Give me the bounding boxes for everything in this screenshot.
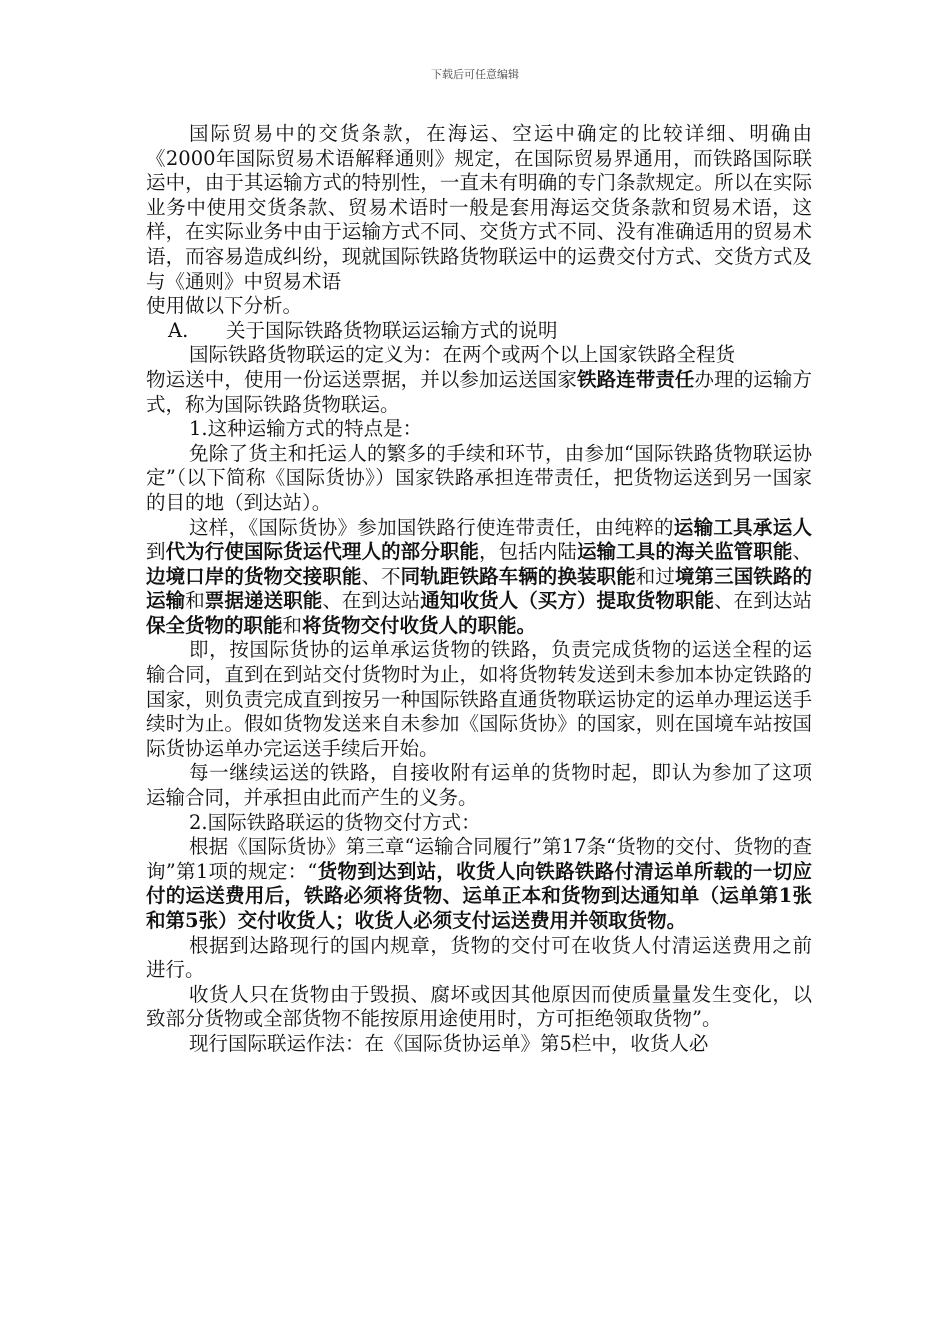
- page-header: 下载后可任意编辑: [431, 68, 519, 81]
- bold-text: 运输工具承运人: [673, 515, 812, 539]
- text-run: 每一继续运送的铁路，自接收附有运单的货物时起，即认为参加了这项运输合同，并承担由此而产生的义务。: [146, 761, 812, 810]
- paragraph: [146, 368, 812, 417]
- paragraph: [146, 122, 812, 294]
- text-run: 和: [185, 589, 205, 613]
- paragraph: [146, 516, 812, 639]
- bold-text: 同轨距铁路车辆的换装职能: [400, 564, 636, 588]
- document-body: [146, 122, 812, 1057]
- bold-text: 境第三国铁路的运输: [146, 564, 812, 613]
- text-run: 、在到达站: [714, 589, 812, 613]
- section-number: A.: [168, 318, 189, 342]
- bold-text: 运输工具的海关监管职能: [576, 540, 793, 564]
- bold-text: 货物到达到站，收货人向铁路铁路付清运单所载的一切应付的运送费用后，铁路必须将货物、运单正本和货物到达通知单（运单第1张和第5张）交付收货人；收货人必须支付运送费用并领取货物。: [146, 859, 812, 932]
- paragraph: [146, 343, 812, 368]
- text-run: 办理的运输方式，称为国际铁路货物联运。: [146, 367, 812, 416]
- paragraph: [146, 934, 812, 983]
- paragraph: [146, 1032, 812, 1057]
- paragraph: [146, 983, 812, 1032]
- text-run: 、在到达站: [322, 589, 421, 613]
- paragraph: [146, 761, 812, 810]
- text-run: 国际贸易中的交货条款，在海运、空运中确定的比较详细、明确由《2000年国际贸易术语解释通则》规定，在国际贸易界通用，而铁路国际联运中，由于其运输方式的特别性，一直未有明确的专门条款规定。所以在实际业务中使用交货条款、贸易术语时一般是套用海运交货条款和贸易术语，这样，在实际业务中由于运输方式不同、交货方式不同、没有准确适用的贸易术语，而容易造成纠纷，现就国际铁路货物联运中的运费交付方式、交货方式及与《通则》中贸易术语: [146, 122, 812, 293]
- text-run: ，包括内陆: [479, 540, 577, 564]
- text-run: 、不: [361, 564, 401, 588]
- paragraph: [146, 442, 812, 516]
- text-run: 物运送中，使用一份运送票据，并以参加运送国家: [146, 367, 577, 391]
- text-run: 收货人只在货物由于毁损、腐坏或因其他原因而使质量量发生变化，以致部分货物或全部货物不能按原用途使用时，方可拒绝领取货物”。: [146, 982, 812, 1031]
- paragraph: [146, 638, 812, 761]
- bold-text: 将货物交付收货人的职能。: [302, 613, 537, 637]
- paragraph: [146, 835, 812, 933]
- text-run: 1.这种运输方式的特点是：: [189, 417, 423, 441]
- text-run: 2.国际铁路联运的货物交付方式：: [189, 810, 481, 834]
- text-run: 这样，《国际货协》参加国铁路行使连带责任，由纯粹的: [189, 515, 674, 539]
- text-run: 和: [282, 613, 303, 637]
- text-run: 即，按国际货协的运单承运货物的铁路，负责完成货物的运送全程的运输合同，直到在到站交付货物时为止，如将货物转发送到未参加本协定铁路的国家，则负责完成直到按另一种国际铁路直通货物联运协定的运单办理运送手续时为止。假如货物发送来自未参加《国际货协》的国家，则在国境车站按国际货协运单办完运送手续后开始。: [146, 638, 812, 760]
- bold-text: 保全货物的职能: [146, 613, 283, 637]
- text-run: 国际铁路货物联运的定义为：在两个或两个以上国家铁路全程货: [189, 343, 736, 367]
- text-run: 关于国际铁路货物联运运输方式的说明: [226, 318, 558, 342]
- bold-text: 边境口岸的货物交接职能: [146, 564, 362, 588]
- text-run: 根据到达路现行的国内规章，货物的交付可在收货人付清运送费用之前进行。: [146, 933, 812, 982]
- text-run: 、: [792, 540, 812, 564]
- bold-text: 铁路连带责任: [576, 367, 695, 391]
- bold-text: 票据递送职能: [204, 589, 323, 613]
- bold-text: 通知收货人（买方）提取货物职能: [420, 589, 715, 613]
- paragraph: [146, 417, 812, 442]
- text-run: 使用做以下分析。: [146, 294, 303, 318]
- text-run: 到: [146, 540, 166, 564]
- text-run: 和过: [635, 564, 675, 588]
- text-run: 免除了货主和托运人的繁多的手续和环节，由参加“国际铁路货物联运协定”（以下简称《国际货协》）国家铁路承担连带责任，把货物运送到另一国家的目的地（到达站）。: [146, 441, 812, 514]
- paragraph: [146, 811, 812, 836]
- text-run: 现行国际联运作法：在《国际货协运单》第5栏中，收货人必: [189, 1031, 709, 1055]
- text-run: 根据《国际货协》第三章“运输合同履行”第17条“货物的交付、货物的查询”第1项的规定：“: [146, 835, 812, 883]
- section-heading: [146, 319, 812, 344]
- bold-text: 代为行使国际货运代理人的部分职能: [165, 540, 480, 564]
- paragraph: [146, 294, 812, 319]
